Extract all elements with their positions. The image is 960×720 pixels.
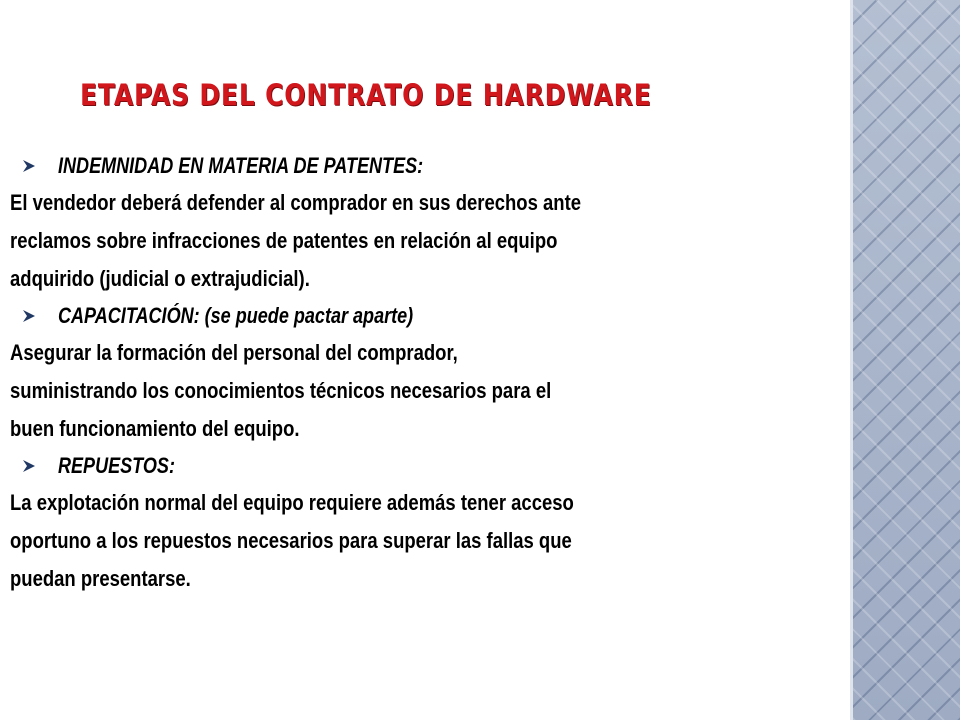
arrow-right-icon [22,159,36,173]
bullet-heading-repuestos [22,448,840,484]
slide-content [10,148,840,598]
section-body: La explotación normal del equipo requiere además tener acceso oportuno a los repuestos necesarios para superar las fallas que puedan presentarse. [10,490,574,591]
side-pattern-decoration [853,0,960,720]
bullet-heading-patentes [22,148,840,184]
section-body: El vendedor deberá defender al comprador en sus derechos ante reclamos sobre infracciones de patentes en relación al equipo adquirido (judicial o extrajudicial). [10,190,582,291]
bullet-heading-capacitacion [22,298,840,334]
section-heading: CAPACITACIÓN: (se puede pactar aparte) [58,303,414,328]
section-body-wrapper [10,184,840,298]
arrow-right-icon [22,309,36,323]
section-body-wrapper [10,334,840,448]
section-body-wrapper [10,484,840,598]
section-heading: REPUESTOS: [58,453,175,478]
section-heading: INDEMNIDAD EN MATERIA DE PATENTES: [58,153,424,178]
slide-title: ETAPAS DEL CONTRATO DE HARDWARE [80,78,652,112]
arrow-right-icon [22,459,36,473]
section-body: Asegurar la formación del personal del comprador, suministrando los conocimientos técnicos necesarios para el buen funcionamiento del equipo. [10,340,552,441]
